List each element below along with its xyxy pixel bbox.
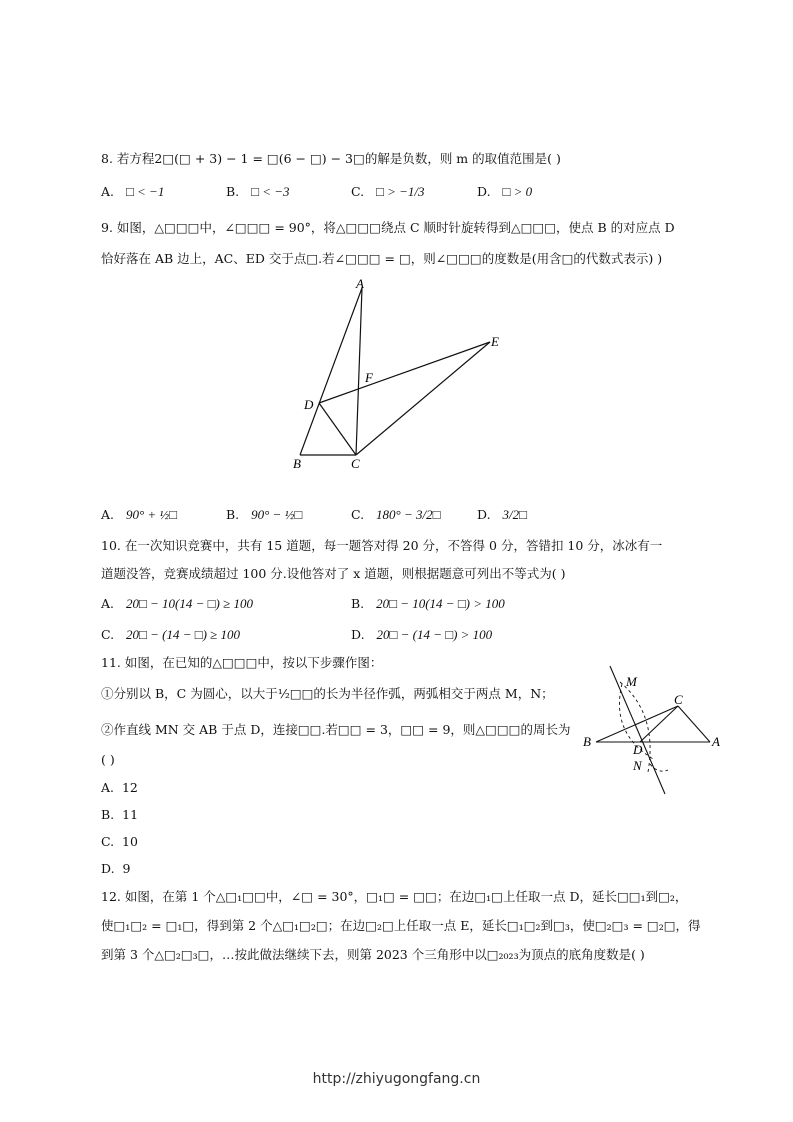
q9-label-c: C	[351, 456, 360, 471]
q10-option-b: B. 20□ − 10(14 − □) > 100	[351, 596, 505, 611]
q10-line-2: 道题没答，竞赛成绩超过 100 分.设他答对了 x 道题，则根据题意可列出不等式为( )	[101, 566, 566, 581]
q9-line-1: 9. 如图，△□□□中，∠□□□ = 90°，将△□□□绕点 C 顺时针旋转得到△□□□，使点 B 的对应点 D	[101, 220, 675, 235]
q11-label-d: D	[633, 742, 643, 757]
q11-line-3: ②作直线 MN 交 AB 于点 D，连接□□.若□□ = 3，□□ = 9，则△□□□的周长为	[101, 722, 571, 737]
q12-line-3: 到第 3 个△□₂□₃□，…按此做法继续下去，则第 2023 个三角形中以□₂₀₂₃为顶点的底角度数是( )	[101, 947, 645, 962]
q9-label-a: A	[356, 278, 364, 291]
q11-option-d: D. 9	[101, 861, 131, 876]
q11-label-c: C	[674, 692, 683, 707]
q11-option-c: C. 10	[101, 834, 138, 849]
q11-figure	[580, 664, 730, 799]
q11-label-a: A	[712, 734, 720, 749]
q11-option-b: B. 11	[101, 807, 139, 822]
q9-segment-ac	[356, 288, 362, 455]
q9-segment-dc	[319, 403, 356, 455]
q8-option-b: B. □ < −3	[226, 184, 290, 199]
q11-segment-ca	[678, 706, 710, 742]
footer-url: http://zhiyugongfang.cn	[312, 1071, 481, 1087]
q10-option-d: D. 20□ − (14 − □) > 100	[351, 627, 493, 642]
q9-label-f: F	[365, 370, 373, 385]
q9-segment-ab	[300, 288, 362, 455]
q11-label-n: N	[633, 758, 642, 773]
q11-label-b: B	[583, 734, 591, 749]
q12-line-2: 使□₁□₂ = □₁□，得到第 2 个△□₁□₂□；在边□₂□上任取一点 E，延长□₁□₂到□₃，使□₂□₃ = □₂□，得	[101, 918, 701, 933]
q9-figure	[290, 278, 510, 478]
q11-line-mn	[610, 666, 665, 794]
q9-label-e: E	[491, 334, 499, 349]
q9-segment-ec	[356, 342, 490, 455]
q9-option-c: C. 180° − 3/2□	[351, 507, 441, 522]
q11-line-1: 11. 如图，在已知的△□□□中，按以下步骤作图：	[101, 655, 383, 670]
q12-line-1: 12. 如图，在第 1 个△□₁□□中，∠□ = 30°，□₁□ = □□；在边□₁□上任取一点 D，延长□□₁到□₂，	[101, 889, 688, 904]
q9-option-a: A. 90° + ½□	[101, 507, 178, 522]
q11-label-m: M	[626, 674, 637, 689]
q11-segment-dc	[640, 706, 678, 742]
q8-option-c: C. □ > −1/3	[351, 184, 425, 199]
q9-segment-de	[319, 342, 490, 403]
q8-stem: 8. 若方程2□(□ + 3) − 1 = □(6 − □) − 3□的解是负数，则 m 的取值范围是( )	[101, 151, 561, 166]
q9-option-d: D. 3/2□	[477, 507, 527, 522]
q10-line-1: 10. 在一次知识竞赛中，共有 15 道题，每一题答对得 20 分，不答得 0 分，答错扣 10 分，冰冰有一	[101, 538, 663, 553]
q10-option-c: C. 20□ − (14 − □) ≥ 100	[101, 627, 241, 642]
q9-label-b: B	[293, 456, 301, 471]
q8-option-d: D. □ > 0	[477, 184, 533, 199]
q10-option-a: A. 20□ − 10(14 − □) ≥ 100	[101, 596, 253, 611]
q11-line-2: ①分别以 B，C 为圆心，以大于½□□的长为半径作弧，两弧相交于两点 M，N；	[101, 686, 554, 701]
q11-line-4: ( )	[101, 752, 115, 767]
q11-segment-bc	[596, 706, 678, 742]
q9-line-2: 恰好落在 AB 边上，AC、ED 交于点□.若∠□□□ = □，则∠□□□的度数是(用含□的代数式表示) )	[101, 251, 663, 266]
q8-option-a: A. □ < −1	[101, 184, 165, 199]
q9-option-b: B. 90° − ½□	[226, 507, 303, 522]
q11-option-a: A. 12	[101, 780, 138, 795]
q9-label-d: D	[304, 397, 314, 412]
